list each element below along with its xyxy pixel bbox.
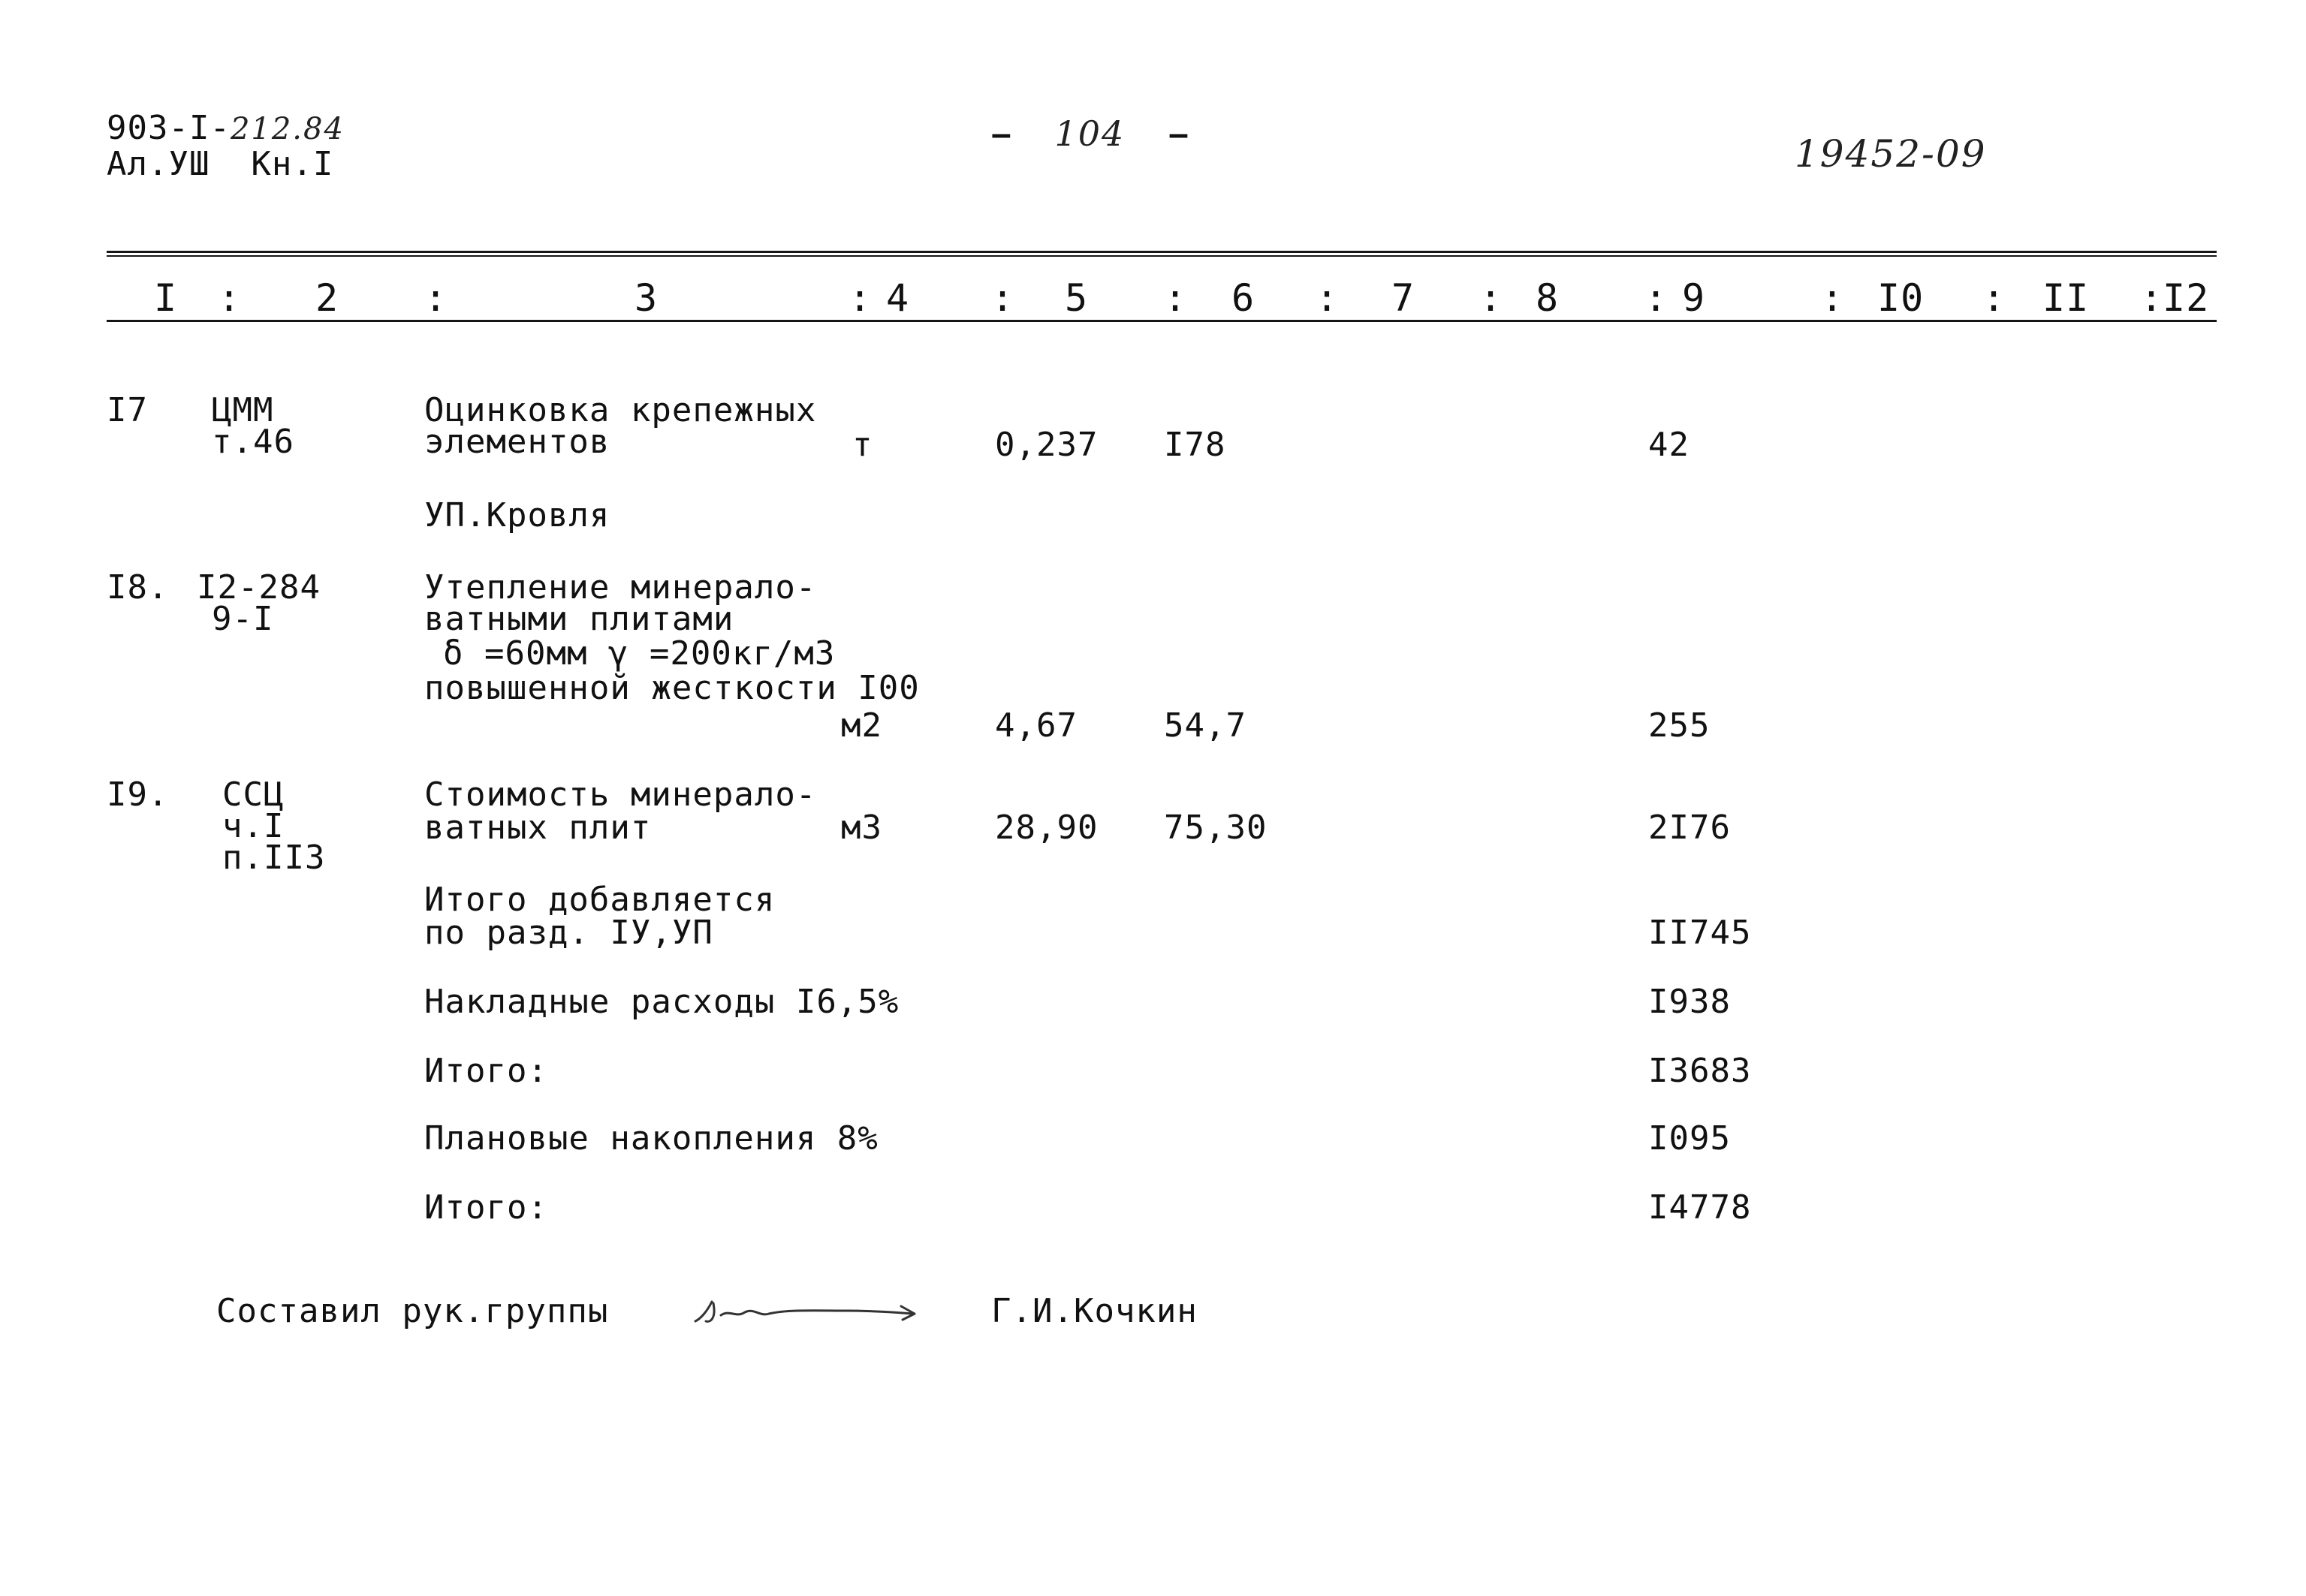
column-separator: : [1479, 276, 1503, 320]
column-header-4: 4 [886, 276, 910, 320]
signature-mark [691, 1288, 924, 1333]
row-17-code-line-2: т.46 [212, 423, 294, 461]
table-top-rule [107, 251, 2217, 253]
column-header-5: 5 [1065, 276, 1089, 320]
subtotal-label: Итого: [424, 1052, 548, 1090]
doc-code-printed: 903-I- [107, 109, 231, 147]
row-19-code-line-3: п.II3 [222, 839, 326, 877]
compiled-by-label: Составил рук.группы [216, 1292, 609, 1330]
column-separator: : [2140, 276, 2164, 320]
row-18-number: I8. [107, 568, 169, 607]
column-header-1: I [154, 276, 178, 320]
column-separator: : [1644, 276, 1668, 320]
column-separator: : [1821, 276, 1845, 320]
row-19-unit: м3 [841, 809, 882, 847]
column-separator: : [1982, 276, 2006, 320]
grand-total-value: I4778 [1648, 1188, 1752, 1227]
column-separator: : [218, 276, 242, 320]
totals-added-label-line-1: Итого добавляется [424, 881, 776, 919]
row-19-quantity: 28,90 [995, 809, 1099, 847]
row-19-price: 75,30 [1164, 809, 1268, 847]
row-17-desc-line-1: Оцинковка крепежных [424, 391, 817, 429]
column-header-7: 7 [1391, 276, 1415, 320]
row-18-desc-line-1: Утепление минерало- [424, 568, 817, 607]
row-18-code-line-2: 9-I [212, 600, 274, 638]
section-heading-roof: УП.Кровля [424, 496, 610, 535]
totals-added-label-line-2: по разд. IУ,УП [424, 914, 713, 952]
row-17-number: I7 [107, 391, 148, 429]
row-17-quantity: 0,237 [995, 426, 1099, 464]
page-number: – 104 – [991, 113, 1189, 154]
row-18-code-line-1: I2-284 [197, 568, 321, 607]
column-header-2: 2 [315, 276, 339, 320]
row-18-desc-line-4: повышенной жесткости I00 [424, 669, 920, 707]
overhead-value: I938 [1648, 983, 1731, 1021]
row-19-desc-line-1: Стоимость минерало- [424, 775, 817, 814]
totals-added-value: II745 [1648, 914, 1752, 952]
row-17-price: I78 [1164, 426, 1226, 464]
row-19-total: 2I76 [1648, 809, 1731, 847]
row-17-desc-line-2: элементов [424, 423, 610, 461]
row-19-code-line-2: ч.I [222, 807, 285, 845]
column-separator: : [1164, 276, 1188, 320]
column-header-10: I0 [1877, 276, 1925, 320]
row-18-unit: м2 [841, 706, 882, 745]
row-18-price: 54,7 [1164, 706, 1246, 745]
row-17-total: 42 [1648, 426, 1690, 464]
column-separator: : [849, 276, 873, 320]
column-header-9: 9 [1682, 276, 1706, 320]
column-separator: : [1316, 276, 1340, 320]
subtotal-value: I3683 [1648, 1052, 1752, 1090]
column-header-3: 3 [635, 276, 659, 320]
row-18-quantity: 4,67 [995, 706, 1078, 745]
page-number-value: 104 [1054, 113, 1126, 154]
column-header-8: 8 [1536, 276, 1560, 320]
planned-savings-label: Плановые накопления 8% [424, 1119, 879, 1158]
row-17-code-line-1: ЦММ [212, 391, 274, 429]
planned-savings-value: I095 [1648, 1119, 1731, 1158]
column-header-11: II [2042, 276, 2090, 320]
column-header-12: I2 [2163, 276, 2210, 320]
column-separator: : [424, 276, 448, 320]
signer-name: Г.И.Кочкин [991, 1292, 1198, 1330]
doc-code-handwritten: 212.84 [230, 112, 345, 146]
grand-total-label: Итого: [424, 1188, 548, 1227]
column-separator: : [991, 276, 1015, 320]
inventory-number: 19452-09 [1795, 132, 1987, 176]
overhead-label: Накладные расходы I6,5% [424, 983, 900, 1021]
doc-code [107, 111, 345, 146]
row-18-desc-line-2: ватными плитами [424, 600, 734, 638]
row-18-desc-line-3: δ =60мм γ =200кг/м3 [443, 634, 836, 673]
row-17-unit: т [852, 426, 873, 464]
row-19-desc-line-2: ватных плит [424, 809, 652, 847]
row-19-number: I9. [107, 775, 169, 814]
album-label: Ал.УШ Кн.I [107, 145, 334, 183]
table-header-underline [107, 320, 2217, 322]
column-header-6: 6 [1231, 276, 1255, 320]
table-top-rule-2 [107, 255, 2217, 257]
row-19-code-line-1: ССЦ [222, 775, 285, 814]
row-18-total: 255 [1648, 706, 1711, 745]
